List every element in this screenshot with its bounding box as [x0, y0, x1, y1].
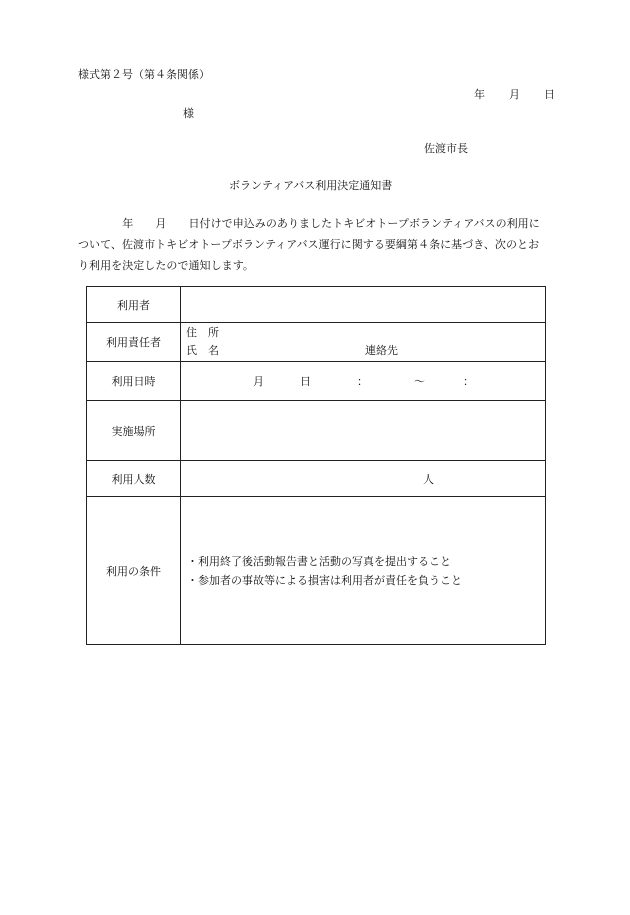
responsible-value — [181, 323, 546, 362]
contact-label: 連絡先 — [365, 344, 398, 357]
datetime-value — [181, 362, 546, 401]
date-year: 年 — [474, 88, 485, 101]
datetime-label: 利用日時 — [87, 362, 181, 401]
dt-colon-end: ： — [463, 375, 474, 388]
responsible-label: 利用責任者 — [87, 323, 181, 362]
place-label: 実施場所 — [87, 401, 181, 461]
dt-colon-start: ： — [357, 375, 368, 388]
form-number: 様式第２号（第４条関係） — [78, 68, 210, 81]
issuer: 佐渡市長 — [424, 142, 468, 155]
user-label: 利用者 — [87, 287, 181, 323]
row-count — [87, 461, 546, 497]
place-value — [181, 401, 546, 461]
count-label: 利用人数 — [87, 461, 181, 497]
row-datetime — [87, 362, 546, 401]
body-paragraph: 年 月 日付けで申込みのありましたトキビオトープボランティアバスの利用について、佐渡市トキビオトープボランティアバス運行に関する要綱第４条に基づき、次のとおり利用を決定したので通知します。 — [78, 217, 540, 272]
document-title: ボランティアバス利用決定通知書 — [229, 179, 393, 192]
row-place — [87, 401, 546, 461]
conditions-label: 利用の条件 — [87, 497, 181, 645]
date-month: 月 — [509, 88, 520, 101]
row-user — [87, 287, 546, 323]
condition-item: ・参加者の事故等による損害は利用者が責任を負うこと — [187, 574, 462, 587]
addressee-suffix: 様 — [183, 107, 194, 120]
row-conditions — [87, 497, 546, 645]
condition-item: ・利用終了後活動報告書と活動の写真を提出すること — [187, 555, 451, 568]
row-responsible — [87, 323, 546, 362]
name-label: 氏 名 — [186, 344, 219, 357]
count-unit: 人 — [423, 473, 434, 486]
user-value — [181, 287, 546, 323]
count-value — [181, 461, 546, 497]
dt-month: 月 — [253, 375, 264, 388]
conditions-value — [181, 497, 546, 645]
decision-table — [86, 286, 546, 645]
dt-day: 日 — [300, 375, 311, 388]
dt-tilde: 〜 — [414, 375, 425, 388]
date-day: 日 — [544, 88, 555, 101]
address-label: 住 所 — [186, 326, 219, 339]
